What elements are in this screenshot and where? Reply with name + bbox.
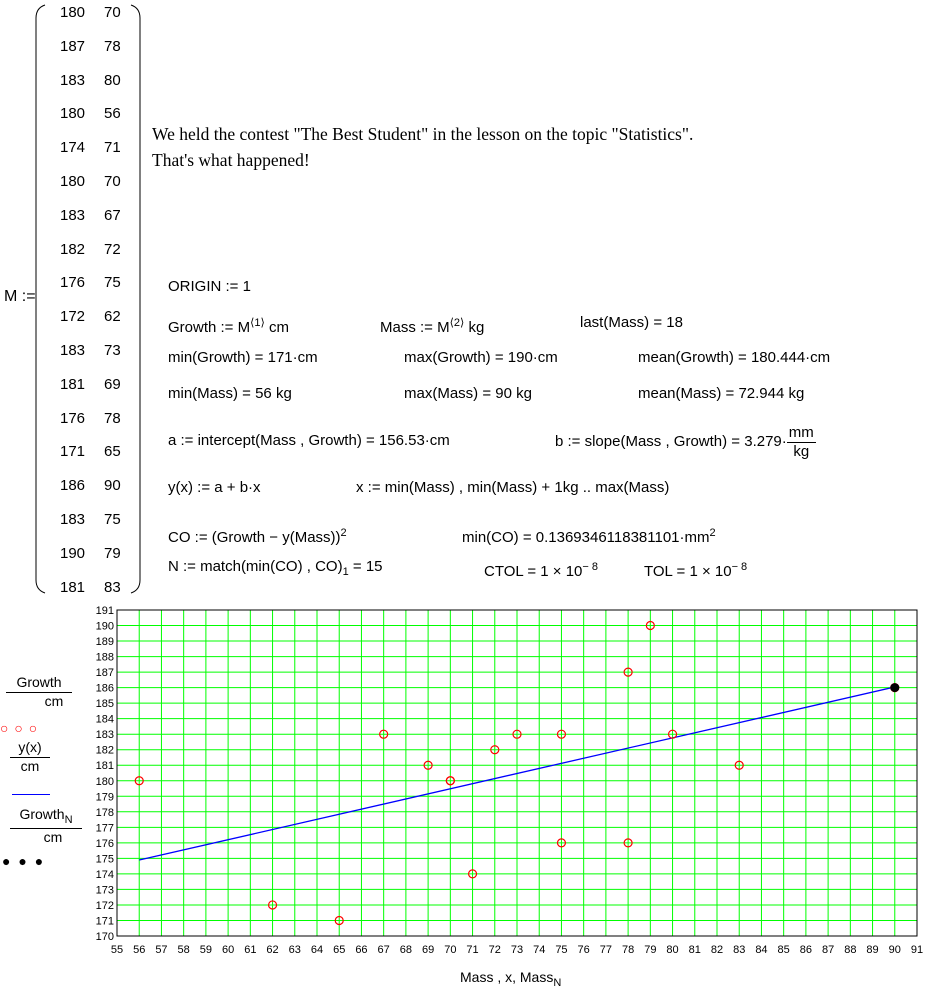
x-tick-label: 57 (155, 944, 168, 956)
y-tick-label: 171 (95, 915, 114, 928)
y-tick-label: 187 (95, 667, 114, 680)
matrix-cell-mass: 80 (104, 71, 121, 89)
matrix-cell-mass: 70 (104, 4, 121, 21)
x-tick-label: 82 (710, 944, 724, 956)
x-tick-label: 73 (510, 944, 524, 956)
intercept-formula: a := intercept(Mass , Growth) = 156.53·cm (168, 432, 450, 449)
y-tick-label: 186 (95, 682, 114, 695)
matrix-row (48, 544, 130, 564)
mean-mass-result: mean(Mass) = 72.944 kg (638, 385, 805, 402)
matrix-cell-mass: 78 (104, 37, 121, 55)
x-tick-label: 87 (821, 944, 835, 956)
matrix-cell-growth: 182 (60, 240, 86, 258)
x-tick-label: 55 (110, 944, 124, 956)
matrix-cell-mass: 79 (104, 544, 121, 562)
y-tick-label: 179 (95, 791, 114, 804)
x-tick-label: 88 (844, 944, 857, 956)
x-tick-label: 83 (733, 944, 746, 956)
y-tick-label: 188 (95, 651, 114, 664)
x-tick-label: 70 (444, 944, 457, 956)
intro-line-1: We held the contest "The Best Student" in the lesson on the topic "Statistics". (152, 124, 694, 144)
matrix-row (48, 240, 130, 260)
matrix-cell-mass: 83 (104, 578, 121, 596)
highlight-point-series (890, 683, 899, 692)
matrix-cell-growth: 190 (60, 544, 86, 562)
x-tick-label: 85 (777, 944, 790, 956)
matrix-cell-growth: 181 (60, 578, 86, 596)
x-tick-label: 69 (421, 944, 435, 956)
matrix-cell-growth: 187 (60, 37, 86, 55)
y-tick-label: 191 (95, 605, 114, 617)
matrix-cell-growth: 180 (60, 105, 86, 123)
matrix-label: M := (4, 288, 36, 305)
matrix-row (48, 476, 130, 496)
x-tick-label: 77 (599, 944, 613, 956)
intro-text (152, 121, 693, 173)
matrix-cell-growth: 176 (60, 409, 86, 427)
matrix-cell-growth: 176 (60, 274, 86, 292)
matrix-row (48, 510, 130, 530)
matrix-cell-mass: 71 (104, 139, 121, 157)
y-tick-label: 184 (95, 713, 114, 726)
x-axis-label: Mass , x, Mass$_N$ (460, 969, 562, 989)
x-axis-ticks (111, 944, 923, 956)
matrix-row (48, 273, 130, 293)
x-tick-label: 89 (866, 944, 879, 956)
highlight-point (890, 683, 899, 692)
legend-series-2-denominator: cm (20, 758, 40, 774)
y-tick-label: 182 (95, 744, 114, 757)
matrix-row (48, 71, 130, 91)
min-mass-result: min(Mass) = 56 kg (168, 385, 292, 402)
y-tick-label: 190 (95, 620, 114, 633)
slope-formula: b := slope(Mass , Growth) = 3.279· $\frac{mm}{kg}$ (555, 423, 814, 460)
matrix-cell-mass: 75 (104, 511, 121, 528)
x-tick-label: 72 (488, 944, 501, 956)
growth-definition: Growth := $M^{⟨1⟩}$ cm (168, 317, 289, 336)
matrix-cell-mass: 90 (104, 477, 121, 495)
matrix-cell-mass: 56 (104, 105, 121, 123)
matrix-cell-mass: 65 (104, 443, 121, 461)
x-tick-label: 74 (533, 944, 546, 956)
matrix-cell-growth: 181 (60, 375, 86, 393)
scatter-chart (0, 600, 940, 968)
n-match-result: N := match(min(CO) , $CO)_1 = 15$ (168, 558, 383, 578)
legend-series-1-marker: ○ ○ ○ (0, 720, 39, 736)
y-tick-label: 176 (95, 837, 114, 850)
y-tick-label: 177 (95, 822, 114, 835)
matrix-row (48, 375, 130, 395)
x-tick-label: 64 (310, 944, 324, 956)
x-tick-label: 58 (177, 944, 190, 956)
y-tick-label: 178 (95, 806, 114, 819)
legend-series-3-marker: ● ● ● (2, 853, 46, 869)
x-tick-label: 68 (399, 944, 413, 956)
y-function-definition: y(x) := a + b·x (168, 479, 261, 496)
y-tick-label: 173 (95, 884, 114, 897)
x-tick-label: 81 (688, 944, 701, 956)
matrix-cell-growth: 180 (60, 173, 86, 190)
matrix-left-bracket (34, 4, 46, 594)
matrix-cell-mass: 67 (104, 206, 121, 224)
x-tick-label: 76 (577, 944, 590, 956)
x-tick-label: 62 (266, 944, 279, 956)
y-tick-label: 174 (95, 868, 114, 881)
matrix-row (48, 104, 130, 124)
x-tick-label: 65 (333, 944, 346, 956)
matrix-cell-growth: 183 (60, 71, 86, 89)
mass-definition: Mass := $M^{⟨2⟩}$ kg (380, 317, 485, 336)
legend-series-2-numerator: y(x) (10, 739, 50, 758)
matrix-right-bracket (130, 4, 142, 594)
x-tick-label: 91 (910, 944, 924, 956)
matrix-cell-mass: 75 (104, 274, 121, 292)
matrix-cell-growth: 171 (60, 443, 86, 461)
matrix-cell-growth: 186 (60, 477, 86, 495)
x-tick-label: 66 (355, 944, 368, 956)
x-tick-label: 86 (799, 944, 813, 956)
matrix-row (48, 307, 130, 327)
tol-result: TOL = $1 \times 10^{- 8}$ (644, 561, 748, 580)
matrix-cell-mass: 69 (104, 375, 121, 393)
last-mass-result: last(Mass) = 18 (580, 314, 683, 331)
legend-series-3-denominator: cm (43, 828, 63, 845)
x-tick-label: 79 (644, 944, 657, 956)
matrix-row (48, 409, 130, 429)
mean-growth-result: mean(Growth) = 180.444·cm (638, 349, 831, 366)
matrix-cell-growth: 183 (60, 342, 86, 359)
y-tick-label: 185 (95, 698, 114, 711)
matrix-row (48, 3, 130, 23)
y-tick-label: 170 (95, 931, 114, 943)
origin-formula: ORIGIN := 1 (168, 278, 251, 295)
x-tick-label: 60 (221, 944, 235, 956)
slope-unit-fraction: $\frac{mm}{kg}$ (788, 423, 814, 460)
y-tick-label: 175 (95, 853, 114, 866)
ctol-result: CTOL = $1 \times 10^{- 8}$ (484, 561, 599, 580)
matrix-cell-mass: 72 (104, 240, 121, 258)
x-tick-label: 80 (666, 944, 679, 956)
matrix-row (48, 206, 130, 226)
max-mass-result: max(Mass) = 90 kg (404, 385, 532, 402)
y-tick-label: 172 (95, 899, 114, 912)
x-tick-label: 84 (755, 944, 768, 956)
matrix-cell-growth: 174 (60, 139, 86, 157)
matrix-row (48, 37, 130, 57)
x-range-definition: x := min(Mass) , min(Mass) + 1kg .. max(Mass) (356, 479, 670, 496)
matrix-cell-mass: 70 (104, 173, 121, 190)
y-tick-label: 180 (95, 775, 114, 788)
x-tick-label: 78 (621, 944, 635, 956)
legend-series-3-numerator: Growth$_N$ (10, 806, 82, 829)
matrix-cell-mass: 73 (104, 342, 121, 359)
y-axis-ticks (96, 605, 114, 943)
x-tick-label: 75 (555, 944, 568, 956)
y-tick-label: 181 (95, 760, 114, 773)
matrix-cell-growth: 180 (60, 4, 86, 21)
legend-series-1-denominator: cm (44, 693, 64, 709)
matrix-row (48, 138, 130, 158)
y-tick-label: 189 (95, 636, 114, 649)
matrix-cell-mass: 78 (104, 409, 121, 427)
matrix-cell-growth: 183 (60, 511, 86, 528)
matrix-row (48, 341, 130, 361)
matrix-row (48, 442, 130, 462)
x-tick-label: 59 (199, 944, 213, 956)
matrix-cell-growth: 172 (60, 308, 86, 326)
min-co-result: $\min(CO) = 0.1369346118381101\cdot mm^2$ (462, 527, 716, 546)
intro-line-2: That's what happened! (152, 150, 310, 170)
co-definition: CO := (Growth − y(Mass))$^2$ (168, 527, 347, 546)
matrix-cell-growth: 183 (60, 206, 86, 224)
x-tick-label: 61 (244, 944, 257, 956)
matrix-cell-mass: 62 (104, 308, 121, 326)
max-growth-result: max(Growth) = 190·cm (404, 349, 558, 366)
x-tick-label: 71 (466, 944, 479, 956)
x-tick-label: 90 (888, 944, 901, 956)
y-tick-label: 183 (95, 729, 114, 742)
legend-series-1-numerator: Growth (6, 674, 72, 693)
matrix-row (48, 172, 130, 192)
x-tick-label: 67 (377, 944, 390, 956)
min-growth-result: min(Growth) = 171·cm (168, 349, 318, 366)
x-tick-label: 63 (288, 944, 301, 956)
matrix-row (48, 578, 130, 598)
x-tick-label: 56 (133, 944, 146, 956)
